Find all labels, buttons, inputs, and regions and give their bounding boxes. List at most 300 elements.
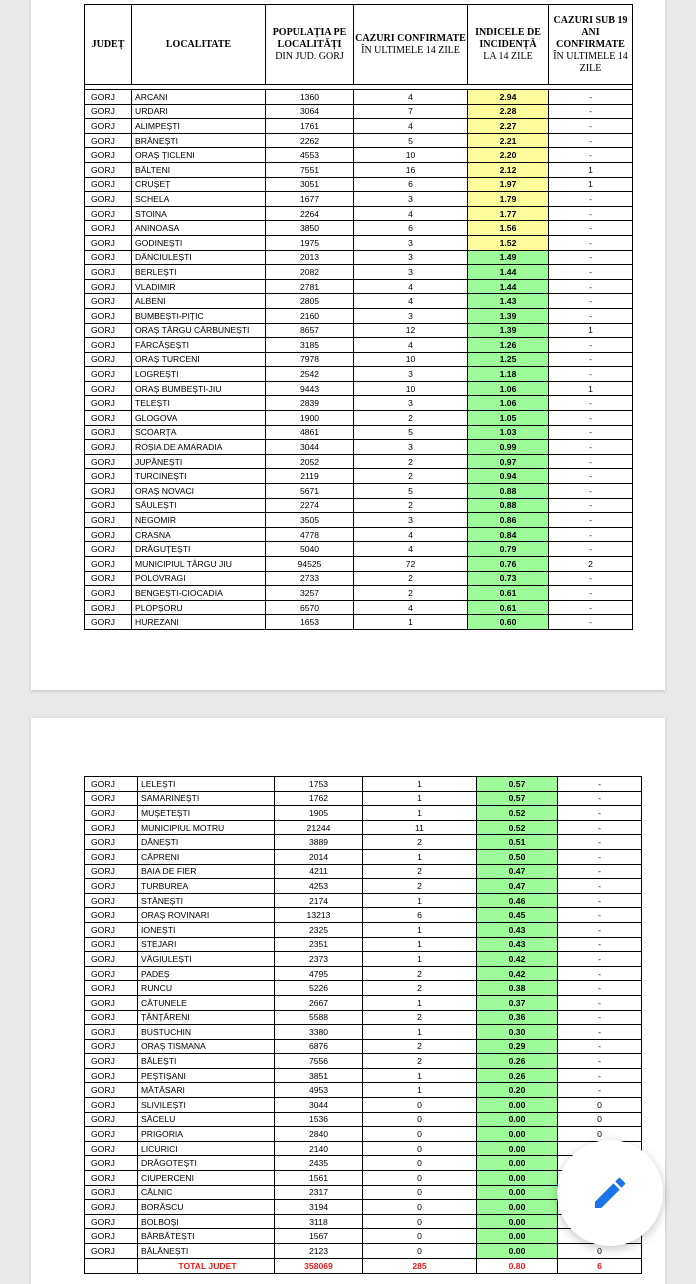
cell-cazuri: 2 [363, 966, 477, 981]
table-row [85, 1127, 642, 1142]
table-row [85, 615, 633, 630]
cell-localitate: BRĂNEȘTI [132, 133, 266, 148]
cell-cazuri: 5 [354, 484, 468, 499]
table-row [85, 119, 633, 134]
cell-populatie: 2140 [275, 1141, 363, 1156]
table-row [85, 542, 633, 557]
cell-judet: GORJ [85, 265, 132, 280]
cell-indice: 0.26 [477, 1054, 558, 1069]
table-row [85, 995, 642, 1010]
total-label: TOTAL JUDET [138, 1258, 275, 1273]
cell-indice: 1.05 [468, 411, 549, 426]
cell-indice: 1.56 [468, 221, 549, 236]
cell-cazuri: 2 [354, 586, 468, 601]
cell-indice: 0.00 [477, 1200, 558, 1215]
cell-sub19: - [558, 1054, 642, 1069]
cell-cazuri: 0 [363, 1112, 477, 1127]
cell-cazuri: 2 [363, 879, 477, 894]
table-row [85, 1054, 642, 1069]
cell-populatie: 3185 [266, 338, 354, 353]
cell-sub19: 0 [558, 1098, 642, 1113]
cell-cazuri: 1 [363, 922, 477, 937]
cell-cazuri: 2 [354, 411, 468, 426]
cell-populatie: 21244 [275, 820, 363, 835]
cell-cazuri: 2 [363, 1039, 477, 1054]
cell-sub19: - [549, 571, 633, 586]
cell-indice: 1.52 [468, 235, 549, 250]
cell-localitate: ORAȘ TURCENI [132, 352, 266, 367]
table-row [85, 1083, 642, 1098]
table-row [85, 1010, 642, 1025]
cell-judet: GORJ [85, 835, 138, 850]
cell-indice: 0.29 [477, 1039, 558, 1054]
cell-sub19: - [549, 469, 633, 484]
cell-judet: GORJ [85, 440, 132, 455]
cell-cazuri: 1 [363, 937, 477, 952]
cell-cazuri: 10 [354, 352, 468, 367]
table-row [85, 849, 642, 864]
document-page-1 [31, 0, 665, 690]
cell-cazuri: 4 [354, 119, 468, 134]
header-indicele-title: INDICELE DE INCIDENȚĂ [475, 26, 541, 50]
cell-localitate: MĂTĂSARI [138, 1083, 275, 1098]
cell-judet: GORJ [85, 527, 132, 542]
table-row [85, 835, 642, 850]
cell-judet: GORJ [85, 367, 132, 382]
cell-sub19: - [549, 411, 633, 426]
cell-judet: GORJ [85, 148, 132, 163]
cell-localitate: SĂULEȘTI [132, 498, 266, 513]
cell-judet: GORJ [85, 323, 132, 338]
cell-populatie: 7978 [266, 352, 354, 367]
cell-sub19: - [558, 835, 642, 850]
cell-populatie: 3051 [266, 177, 354, 192]
cell-sub19: - [549, 527, 633, 542]
header-cazuri [354, 5, 468, 85]
cell-indice: 0.00 [477, 1171, 558, 1186]
cell-cazuri: 1 [363, 1025, 477, 1040]
cell-cazuri: 3 [354, 440, 468, 455]
cell-judet: GORJ [85, 1214, 138, 1229]
cell-indice: 1.03 [468, 425, 549, 440]
header-populatia [266, 5, 354, 85]
cell-indice: 1.06 [468, 396, 549, 411]
cell-judet: GORJ [85, 250, 132, 265]
cell-localitate: BORĂSCU [138, 1200, 275, 1215]
cell-indice: 0.52 [477, 820, 558, 835]
cell-populatie: 2542 [266, 367, 354, 382]
cell-localitate: BĂLEȘTI [138, 1054, 275, 1069]
cell-populatie: 2839 [266, 396, 354, 411]
cell-populatie: 13213 [275, 908, 363, 923]
header-populatia-title: POPULAȚIA PE LOCALITĂȚI [272, 26, 347, 50]
cell-sub19: - [549, 250, 633, 265]
cell-cazuri: 4 [354, 338, 468, 353]
cell-judet: GORJ [85, 791, 138, 806]
cell-sub19: - [549, 484, 633, 499]
cell-indice: 0.37 [477, 995, 558, 1010]
cell-indice: 0.51 [477, 835, 558, 850]
table-row [85, 454, 633, 469]
cell-populatie: 2435 [275, 1156, 363, 1171]
cell-cazuri: 0 [363, 1244, 477, 1259]
table-row [85, 294, 633, 309]
cell-judet: GORJ [85, 221, 132, 236]
cell-populatie: 3064 [266, 104, 354, 119]
cell-localitate: PEȘTIȘANI [138, 1068, 275, 1083]
cell-localitate: CĂTUNELE [138, 995, 275, 1010]
table-row [85, 893, 642, 908]
cell-sub19: - [549, 367, 633, 382]
cell-populatie: 1561 [275, 1171, 363, 1186]
cell-cazuri: 7 [354, 104, 468, 119]
cell-cazuri: 0 [363, 1171, 477, 1186]
cell-indice: 0.00 [477, 1185, 558, 1200]
cell-populatie: 7556 [275, 1054, 363, 1069]
table-row [85, 966, 642, 981]
cell-localitate: TURCINEȘTI [132, 469, 266, 484]
table-row [85, 133, 633, 148]
cell-localitate: PRIGORIA [138, 1127, 275, 1142]
incidence-table-page-1 [84, 4, 633, 630]
cell-indice: 2.12 [468, 162, 549, 177]
cell-sub19: - [549, 265, 633, 280]
cell-localitate: STĂNEȘTI [138, 893, 275, 908]
cell-localitate: STEJARI [138, 937, 275, 952]
cell-indice: 2.21 [468, 133, 549, 148]
cell-cazuri: 0 [363, 1141, 477, 1156]
cell-indice: 2.20 [468, 148, 549, 163]
cell-judet: GORJ [85, 484, 132, 499]
table-row [85, 250, 633, 265]
cell-localitate: BUMBEȘTI-PIȚIC [132, 308, 266, 323]
cell-sub19: - [549, 542, 633, 557]
table-row [85, 279, 633, 294]
cell-localitate: BENGEȘTI-CIOCADIA [132, 586, 266, 601]
cell-localitate: SCHELA [132, 192, 266, 207]
cell-judet: GORJ [85, 396, 132, 411]
table-row [85, 1098, 642, 1113]
cell-cazuri: 0 [363, 1214, 477, 1229]
cell-judet: GORJ [85, 235, 132, 250]
cell-cazuri: 2 [363, 864, 477, 879]
cell-indice: 0.00 [477, 1156, 558, 1171]
cell-populatie: 1761 [266, 119, 354, 134]
cell-localitate: TELEȘTI [132, 396, 266, 411]
cell-populatie: 6570 [266, 600, 354, 615]
header-judet: JUDEȚ [85, 5, 132, 85]
cell-judet: GORJ [85, 600, 132, 615]
cell-cazuri: 1 [363, 849, 477, 864]
header-sub19-subtitle: ÎN ULTIMELE 14 ZILE [553, 50, 628, 74]
cell-sub19: - [549, 133, 633, 148]
cell-judet: GORJ [85, 981, 138, 996]
total-cases: 285 [363, 1258, 477, 1273]
cell-judet: GORJ [85, 294, 132, 309]
cell-judet: GORJ [85, 1244, 138, 1259]
table-row [85, 104, 633, 119]
table-row [85, 484, 633, 499]
cell-populatie: 7551 [266, 162, 354, 177]
table-row [85, 791, 642, 806]
cell-sub19: - [558, 908, 642, 923]
cell-localitate: SCOARȚA [132, 425, 266, 440]
cell-sub19: - [558, 777, 642, 792]
cell-populatie: 2119 [266, 469, 354, 484]
table-row [85, 1039, 642, 1054]
cell-judet: GORJ [85, 279, 132, 294]
table-row [85, 162, 633, 177]
cell-localitate: ARCANI [132, 90, 266, 105]
table-row [85, 777, 642, 792]
cell-cazuri: 3 [354, 396, 468, 411]
cell-localitate: CRUȘEȚ [132, 177, 266, 192]
table-row [85, 571, 633, 586]
cell-judet: GORJ [85, 908, 138, 923]
table-row [85, 527, 633, 542]
table-row [85, 937, 642, 952]
cell-cazuri: 3 [354, 308, 468, 323]
cell-judet: GORJ [85, 119, 132, 134]
cell-populatie: 1900 [266, 411, 354, 426]
cell-cazuri: 4 [354, 542, 468, 557]
cell-populatie: 3889 [275, 835, 363, 850]
cell-sub19: - [549, 513, 633, 528]
cell-indice: 0.97 [468, 454, 549, 469]
cell-indice: 2.94 [468, 90, 549, 105]
cell-localitate: HUREZANI [132, 615, 266, 630]
cell-indice: 0.43 [477, 937, 558, 952]
cell-sub19: - [549, 279, 633, 294]
cell-cazuri: 4 [354, 279, 468, 294]
cell-localitate: DRĂGOTEȘTI [138, 1156, 275, 1171]
cell-sub19: - [558, 791, 642, 806]
cell-cazuri: 2 [363, 1054, 477, 1069]
cell-populatie: 2781 [266, 279, 354, 294]
table-row [85, 221, 633, 236]
cell-indice: 1.06 [468, 381, 549, 396]
cell-localitate: BĂLĂNEȘTI [138, 1244, 275, 1259]
cell-sub19: - [549, 440, 633, 455]
total-index: 0.80 [477, 1258, 558, 1273]
cell-localitate: ȚÂNȚĂRENI [138, 1010, 275, 1025]
cell-sub19: - [549, 425, 633, 440]
cell-judet: GORJ [85, 1112, 138, 1127]
cell-judet: GORJ [85, 1156, 138, 1171]
total-under19: 6 [558, 1258, 642, 1273]
cell-indice: 0.00 [477, 1229, 558, 1244]
cell-populatie: 3257 [266, 586, 354, 601]
table-row [85, 513, 633, 528]
cell-judet: GORJ [85, 893, 138, 908]
cell-localitate: BERLEȘTI [132, 265, 266, 280]
cell-indice: 0.30 [477, 1025, 558, 1040]
cell-populatie: 1762 [275, 791, 363, 806]
cell-indice: 0.52 [477, 806, 558, 821]
cell-indice: 0.42 [477, 952, 558, 967]
cell-localitate: POLOVRAGI [132, 571, 266, 586]
table-row [85, 952, 642, 967]
total-population: 358069 [275, 1258, 363, 1273]
cell-localitate: TURBUREA [138, 879, 275, 894]
cell-populatie: 8657 [266, 323, 354, 338]
table-row [85, 367, 633, 382]
cell-localitate: ALBENI [132, 294, 266, 309]
cell-localitate: ROȘIA DE AMARADIA [132, 440, 266, 455]
cell-indice: 0.73 [468, 571, 549, 586]
cell-judet: GORJ [85, 411, 132, 426]
cell-localitate: ORAȘ ROVINARI [138, 908, 275, 923]
cell-sub19: - [558, 1083, 642, 1098]
cell-indice: 0.00 [477, 1127, 558, 1142]
cell-judet: GORJ [85, 1185, 138, 1200]
cell-localitate: MUȘETEȘTI [138, 806, 275, 821]
cell-judet: GORJ [85, 864, 138, 879]
cell-localitate: JUPÂNEȘTI [132, 454, 266, 469]
cell-cazuri: 3 [354, 192, 468, 207]
cell-indice: 0.42 [477, 966, 558, 981]
cell-sub19: - [549, 192, 633, 207]
cell-cazuri: 4 [354, 600, 468, 615]
cell-sub19: - [558, 849, 642, 864]
cell-localitate: IONEȘTI [138, 922, 275, 937]
cell-populatie: 2123 [275, 1244, 363, 1259]
table-row [85, 352, 633, 367]
table-row [85, 206, 633, 221]
cell-sub19: 0 [558, 1244, 642, 1259]
cell-sub19: - [549, 615, 633, 630]
cell-sub19: - [549, 498, 633, 513]
edit-fab-button[interactable] [557, 1140, 663, 1246]
cell-sub19: - [558, 995, 642, 1010]
cell-judet: GORJ [85, 498, 132, 513]
table-row [85, 820, 642, 835]
cell-sub19: 0 [558, 1112, 642, 1127]
cell-localitate: CRASNA [132, 527, 266, 542]
cell-indice: 0.88 [468, 498, 549, 513]
cell-indice: 0.88 [468, 484, 549, 499]
cell-judet: GORJ [85, 571, 132, 586]
cell-localitate: CĂPRENI [138, 849, 275, 864]
cell-indice: 0.20 [477, 1083, 558, 1098]
cell-cazuri: 2 [363, 835, 477, 850]
cell-judet: GORJ [85, 615, 132, 630]
cell-sub19: - [558, 820, 642, 835]
cell-populatie: 1975 [266, 235, 354, 250]
cell-populatie: 3380 [275, 1025, 363, 1040]
cell-cazuri: 72 [354, 557, 468, 572]
cell-sub19: - [558, 893, 642, 908]
cell-populatie: 4253 [275, 879, 363, 894]
cell-judet: GORJ [85, 1054, 138, 1069]
table-row [85, 90, 633, 105]
cell-judet: GORJ [85, 206, 132, 221]
cell-indice: 1.18 [468, 367, 549, 382]
cell-localitate: ANINOASA [132, 221, 266, 236]
cell-indice: 0.47 [477, 879, 558, 894]
cell-populatie: 1536 [275, 1112, 363, 1127]
cell-judet: GORJ [85, 162, 132, 177]
header-localitate: LOCALITATE [132, 5, 266, 85]
header-cazuri-title: CAZURI CONFIRMATE [355, 32, 466, 44]
cell-populatie: 4953 [275, 1083, 363, 1098]
total-row [85, 1258, 642, 1273]
cell-cazuri: 1 [363, 1068, 477, 1083]
cell-populatie: 4795 [275, 966, 363, 981]
cell-sub19: - [558, 937, 642, 952]
table-row [85, 557, 633, 572]
table-row [85, 1068, 642, 1083]
cell-populatie: 2264 [266, 206, 354, 221]
cell-cazuri: 5 [354, 133, 468, 148]
cell-judet: GORJ [85, 338, 132, 353]
cell-sub19: 1 [549, 323, 633, 338]
cell-populatie: 3851 [275, 1068, 363, 1083]
table-row [85, 177, 633, 192]
cell-cazuri: 2 [354, 469, 468, 484]
cell-judet: GORJ [85, 542, 132, 557]
cell-cazuri: 12 [354, 323, 468, 338]
cell-cazuri: 3 [354, 513, 468, 528]
cell-cazuri: 5 [354, 425, 468, 440]
cell-localitate: PADEȘ [138, 966, 275, 981]
table-row [85, 381, 633, 396]
cell-cazuri: 0 [363, 1229, 477, 1244]
table-row [85, 440, 633, 455]
cell-populatie: 5588 [275, 1010, 363, 1025]
cell-indice: 0.79 [468, 542, 549, 557]
cell-indice: 0.45 [477, 908, 558, 923]
cell-indice: 1.49 [468, 250, 549, 265]
cell-judet: GORJ [85, 352, 132, 367]
cell-indice: 1.26 [468, 338, 549, 353]
cell-sub19: 0 [558, 1127, 642, 1142]
cell-populatie: 1360 [266, 90, 354, 105]
table-row [85, 396, 633, 411]
cell-populatie: 2014 [275, 849, 363, 864]
cell-cazuri: 2 [354, 571, 468, 586]
cell-indice: 0.47 [477, 864, 558, 879]
cell-judet: GORJ [85, 879, 138, 894]
cell-populatie: 4778 [266, 527, 354, 542]
cell-sub19: - [549, 221, 633, 236]
cell-sub19: - [558, 922, 642, 937]
cell-cazuri: 10 [354, 148, 468, 163]
cell-judet: GORJ [85, 513, 132, 528]
cell-cazuri: 1 [363, 791, 477, 806]
cell-judet: GORJ [85, 469, 132, 484]
table-row [85, 908, 642, 923]
cell-judet: GORJ [85, 177, 132, 192]
cell-cazuri: 4 [354, 527, 468, 542]
cell-judet: GORJ [85, 1171, 138, 1186]
cell-localitate: ORAȘ TISMANA [138, 1039, 275, 1054]
header-cazuri-subtitle: ÎN ULTIMELE 14 ZILE [361, 44, 460, 56]
cell-sub19: - [558, 981, 642, 996]
cell-judet: GORJ [85, 557, 132, 572]
cell-indice: 0.43 [477, 922, 558, 937]
cell-judet: GORJ [85, 806, 138, 821]
cell-sub19: - [558, 1010, 642, 1025]
cell-sub19: - [549, 294, 633, 309]
cell-cazuri: 3 [354, 250, 468, 265]
cell-indice: 1.25 [468, 352, 549, 367]
cell-sub19: - [549, 104, 633, 119]
cell-judet: GORJ [85, 1229, 138, 1244]
cell-localitate: BAIA DE FIER [138, 864, 275, 879]
table-row [85, 308, 633, 323]
cell-judet: GORJ [85, 1127, 138, 1142]
